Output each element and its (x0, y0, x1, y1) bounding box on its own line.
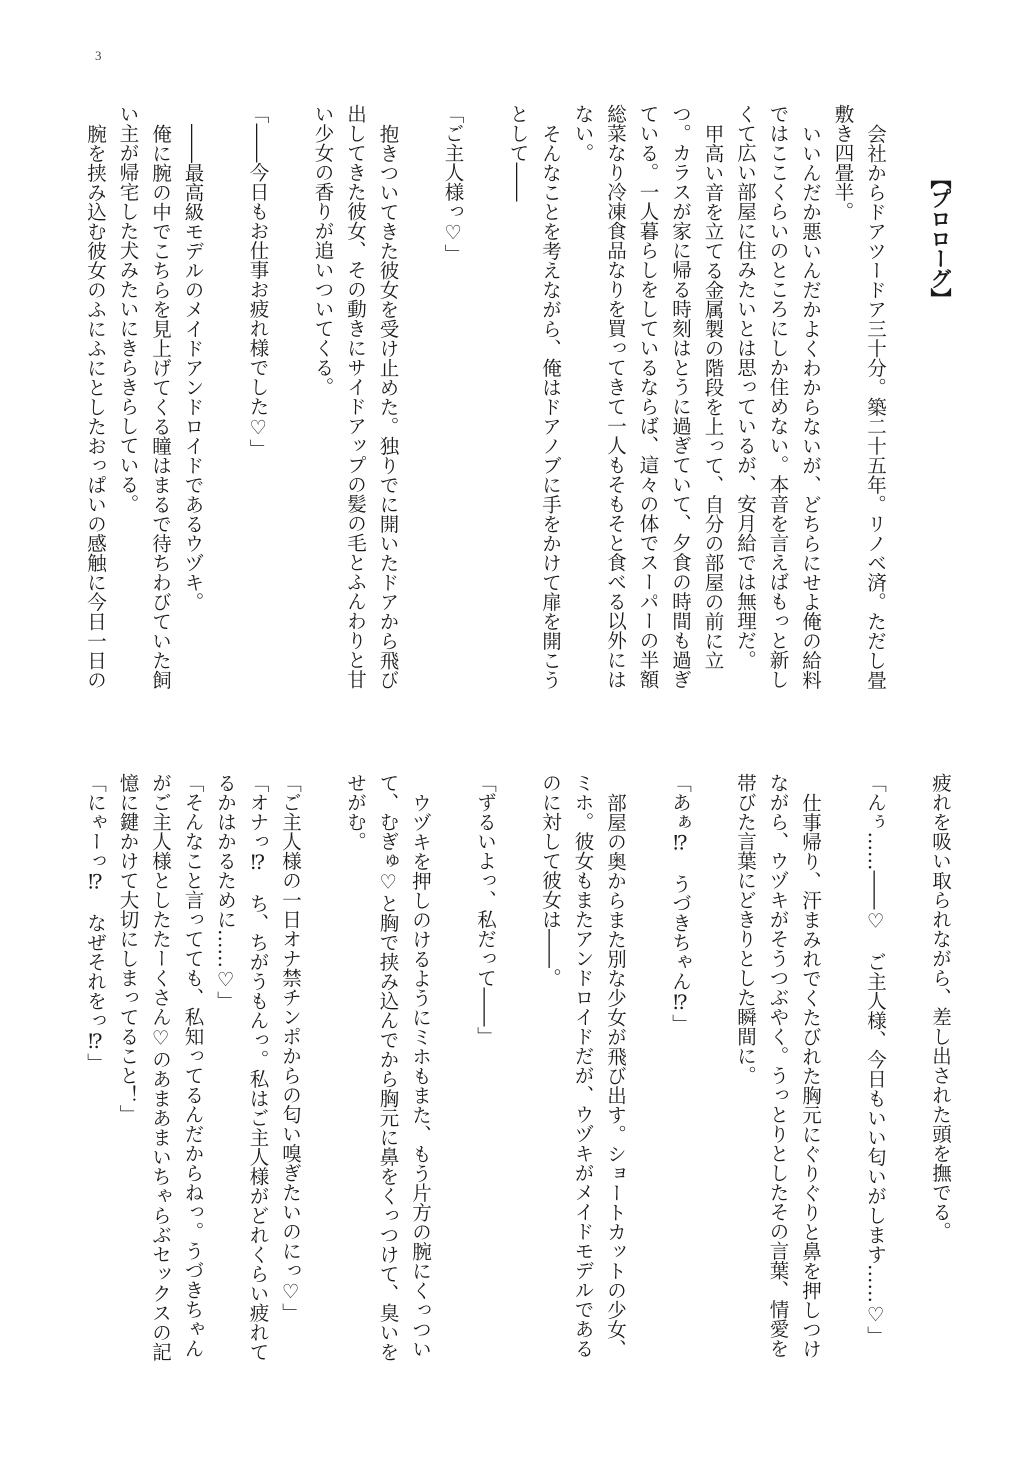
text-line: 「ずるいよっ、私だって――」 (474, 773, 497, 1046)
blank-line (404, 104, 437, 704)
text-line: 「そんなこと言ってても、私知ってるんだからねっ。うづきちゃん (181, 773, 205, 1358)
text-line: がご主人様としたたーくさん♡のあまあまいちゃらぶセックスの記 (149, 773, 172, 1362)
text-line: 「オナっ⁉ ち、ちがうもんっ。私はご主人様がどれくらい疲れて (246, 773, 270, 1362)
text-line: のに対して彼女は――。 (539, 773, 562, 988)
text-line: ウヅキを押しのけるようにミホもまた、もう片方の腕にくっつい (409, 792, 432, 1358)
text-line: い少女の香りが追いついてくる。 (311, 104, 335, 397)
lower-text-block (79, 773, 957, 1373)
text-line: 総菜なり冷凍食品なりを買ってきて一人もそもそと食べる以外には (604, 104, 627, 689)
text-line: 仕事帰り、汗まみれでくたびれた胸元にぐりぐりと鼻を押しつけ (799, 792, 822, 1358)
blank-line (891, 773, 924, 1373)
text-line: ない。 (571, 104, 595, 163)
chapter-title: 【プロローグ】 (928, 168, 953, 308)
blank-line (436, 773, 469, 1373)
text-line: せがむ。 (344, 773, 367, 851)
upper-text-block (79, 104, 957, 704)
text-line: 出してきた彼女、その動きにサイドアップの髪の毛とふんわりと甘 (344, 104, 367, 689)
text-line: 甲高い音を立てる金属製の階段を上って、自分の部屋の前に立 (701, 123, 725, 670)
text-line: 腕を挟み込む彼女のふにふにとしたおっぱいの感触に今日一日の (84, 123, 107, 689)
text-line: ている。一人暮らしをしているならば、這々の体でスーパーの半額 (636, 104, 660, 689)
text-line: 「にゃーっ⁉ なぜそれをっ⁉」 (84, 773, 107, 1073)
text-line: い主が帰宅した犬みたいにきらきらしている。 (116, 104, 140, 514)
text-line: ミホ。彼女もまたアンドロイドだが、ウヅキがメイドモデルである (571, 773, 595, 1358)
text-line: そんなことを考えながら、俺はドアノブに手をかけて扉を開こう (539, 123, 562, 689)
text-line: 疲れを吸い取られながら、差し出された頭を撫でる。 (929, 773, 952, 1241)
text-line: て、むぎゅ♡と胸で挟み込んでから胸元に鼻をくっつけて、臭いを (376, 773, 400, 1362)
blank-line (826, 773, 859, 1373)
blank-line (631, 773, 664, 1373)
text-line: 抱きついてきた彼女を受け止めた。独りでに開いたドアから飛び (376, 123, 400, 689)
blank-line (469, 104, 502, 704)
text-line: つ。カラスが家に帰る時刻はとうに過ぎていて、夕食の時間も過ぎ (669, 104, 692, 689)
blank-line (274, 104, 307, 704)
text-line: 帯びた言葉にどきりとした瞬間に。 (734, 773, 757, 1085)
text-line: 「ご主人様の一日オナ禁チンポからの匂い嗅ぎたいのにっ♡」 (279, 773, 302, 1323)
text-line: ではここくらいのところにしか住めない。本音を言えばもっと新し (766, 104, 790, 689)
text-line: 会社からドアツードア三十分。築二十五年。リノベ済。ただし畳 (864, 123, 887, 689)
blank-line (501, 773, 534, 1373)
text-line: 俺に腕の中でこちらを見上げてくる瞳はまるで待ちわびていた飼 (149, 123, 172, 689)
text-line: ながら、ウヅキがそうつぶやく。うっとりとしたその言葉、情愛を (766, 773, 790, 1358)
text-line: 「ご主人様っ♡」 (441, 104, 465, 264)
text-line: 敷き四畳半。 (831, 104, 855, 221)
text-line: いいんだか悪いんだかよくわからないが、どちらにせよ俺の給料 (799, 123, 822, 689)
blank-line (209, 104, 242, 704)
text-line: 憶に鍵かけて大切にしまってること！」 (116, 773, 140, 1124)
text-line: くて広い部屋に住みたいとは思っているが、安月給では無理だ。 (734, 104, 757, 670)
blank-line (696, 773, 729, 1373)
text-line: るかはかるために……♡」 (214, 773, 237, 1011)
text-line: ――最高級モデルのメイドアンドロイドであるウヅキ。 (181, 123, 205, 611)
text-line: 「んぅ……――♡ ご主人様、今日もいい匂いがします……♡」 (864, 773, 887, 1346)
text-line: 部屋の奥からまた別な少女が飛び出す。ショートカットの少女、 (604, 792, 627, 1358)
text-line: 「あぁ⁉ うづきちゃん⁉」 (669, 773, 692, 1034)
page-number: 3 (95, 48, 102, 63)
blank-line (891, 104, 924, 704)
text-line: 「――今日もお仕事お疲れ様でした♡」 (246, 104, 270, 459)
text-line: として―― (506, 104, 530, 202)
blank-line (306, 773, 339, 1373)
